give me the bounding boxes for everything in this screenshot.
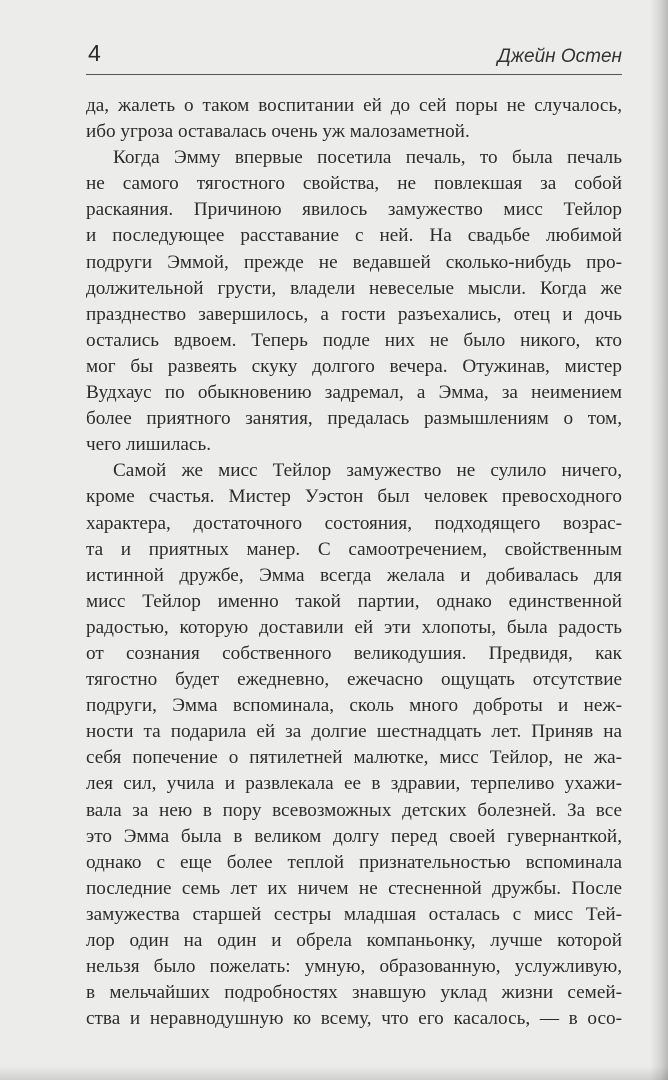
text-line: характера, достаточного состояния, подходящего возрас- [86, 512, 622, 534]
text-line: Вудхаус по обыкновению задремал, а Эмма, за неимением [86, 382, 622, 404]
text-line: тягостно будет ежедневно, ежечасно ощущать отсутствие [86, 669, 622, 691]
paragraph [86, 458, 622, 1032]
text-line: нельзя было пожелать: умную, образованную, услужливую, [86, 956, 622, 978]
text-line: и последующее расставание с ней. На свадьбе любимой [86, 225, 622, 247]
text-line: Когда Эмму впервые посетила печаль, то была печаль [113, 147, 622, 169]
text-line: мисс Тейлор именно такой партии, однако единственной [86, 590, 622, 612]
text-line: это Эмма была в великом долгу перед своей гувернанткой, [86, 825, 622, 847]
paragraph [86, 145, 622, 458]
text-line: себя попечение о пятилетней малютке, мисс Тейлор, не жа- [86, 747, 622, 769]
header-rule [86, 74, 622, 75]
text-line: ибо угроза оставалась очень уж малозаметной. [86, 121, 470, 143]
text-line: радостью, которую доставили ей эти хлопоты, была радость [86, 616, 622, 638]
text-line: мог бы развеять скуку долгого вечера. Отужинав, мистер [86, 355, 622, 377]
text-line: да, жалеть о таком воспитании ей до сей поры не случалось, [86, 95, 622, 116]
text-line: празднество завершилось, а гости разъехались, отец и дочь [86, 303, 622, 325]
page-bottom-edge [0, 1066, 668, 1080]
binding-shadow [650, 0, 668, 1080]
text-line: в мельчайших подробностях знавшую уклад жизни семей- [86, 982, 622, 1004]
text-line: последние семь лет их ничем не стесненной дружбы. После [86, 877, 622, 899]
text-line: Самой же мисс Тейлор замужество не сулило ничего, [113, 460, 622, 482]
page-number: 4 [88, 40, 101, 66]
text-line: чего лишилась. [86, 434, 211, 456]
text-line: подруги Эммой, прежде не ведавшей сколько-нибудь про- [86, 251, 622, 273]
body-text [86, 93, 622, 1032]
text-line: раскаяния. Причиною явилось замужество мисс Тейлор [86, 199, 622, 221]
text-line: более приятного занятия, предалась размышлениям о том, [86, 408, 622, 430]
text-line: остались вдвоем. Теперь подле них не было никого, кто [86, 329, 622, 351]
text-line: не самого тягостного свойства, не повлекшая за собой [86, 173, 622, 195]
text-line: вала за нею в пору всевозможных детских болезней. За все [86, 799, 622, 821]
running-title: Джейн Остен [497, 46, 622, 67]
text-line: лея сил, учила и развлекала ее в здравии, терпеливо ухажи- [86, 773, 622, 795]
page-header [86, 36, 622, 76]
text-line: подруги, Эмма вспоминала, сколь много доброты и неж- [86, 695, 622, 717]
text-line: должительной грусти, владели невеселые мысли. Когда же [86, 277, 622, 299]
text-line: кроме счастья. Мистер Уэстон был человек превосходного [86, 486, 622, 508]
text-line: истинной дружбе, Эмма всегда желала и добивалась для [86, 564, 622, 586]
text-line: ства и неравнодушную ко всему, что его касалось, — в осо- [86, 1008, 622, 1030]
text-line: лор один на один и обрела компаньонку, лучше которой [86, 930, 622, 951]
text-line: однако с еще более теплой признательностью вспоминала [86, 851, 622, 873]
text-line: от сознания собственного великодушия. Предвидя, как [86, 642, 622, 664]
text-line: та и приятных манер. С самоотречением, свойственным [86, 538, 622, 560]
text-line: ности та подарила ей за долгие шестнадцать лет. Приняв на [86, 721, 622, 743]
paragraph [86, 93, 622, 145]
text-line: замужества старшей сестры младшая осталась с мисс Тей- [86, 903, 622, 925]
